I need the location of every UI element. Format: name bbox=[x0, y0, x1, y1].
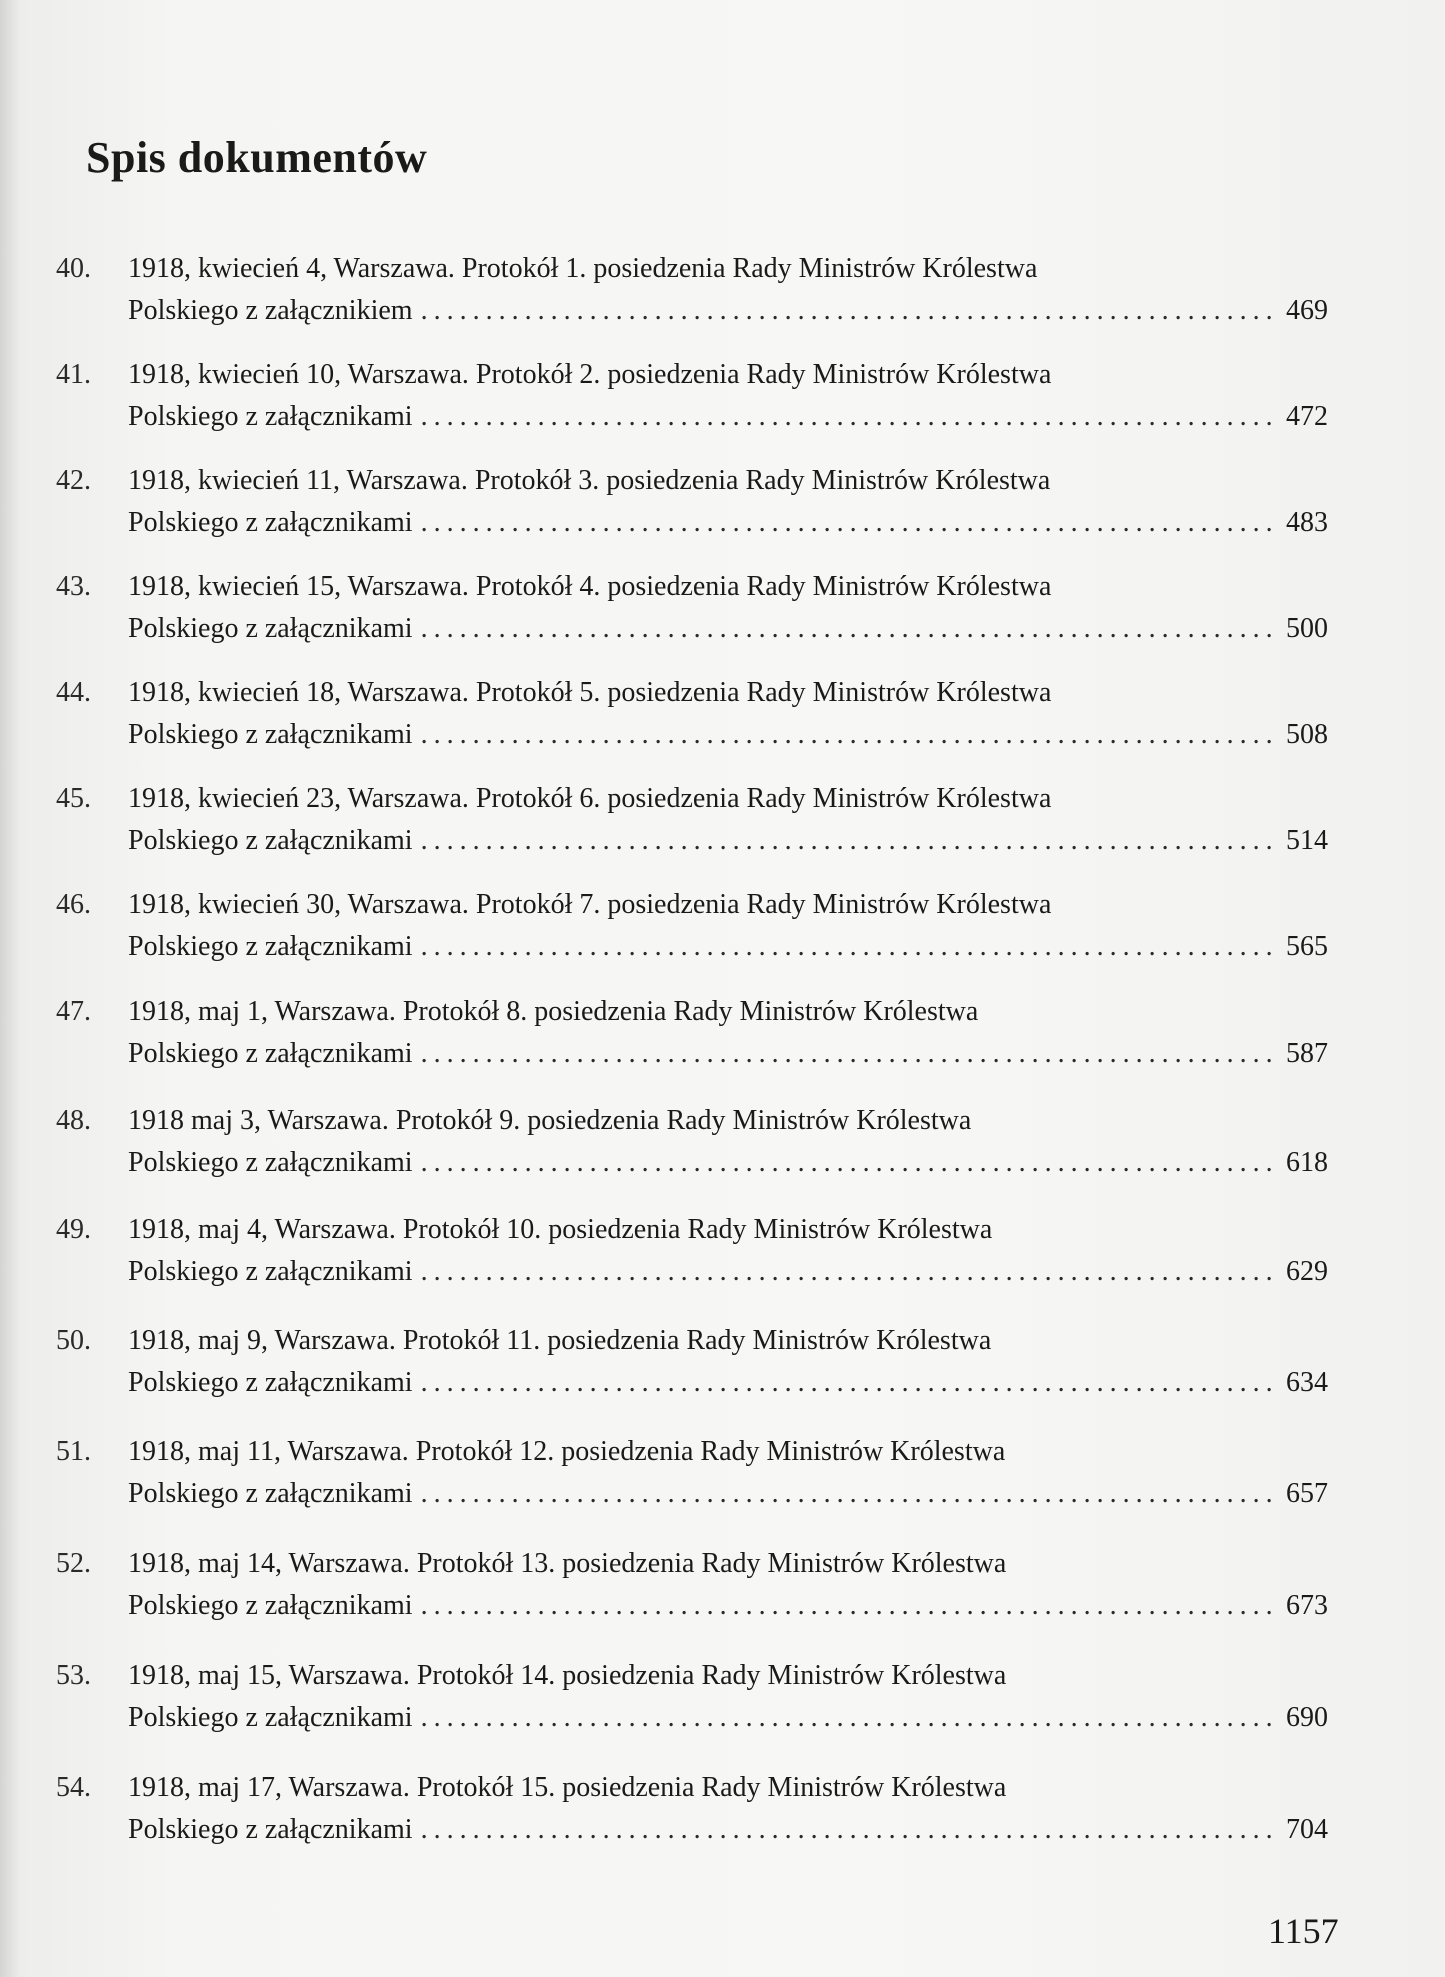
entry-number: 53. bbox=[56, 1660, 91, 1691]
entry-page: 483 bbox=[1286, 507, 1328, 538]
entry-title: 1918 maj 3, Warszawa. Protokół 9. posiedzenia Rady Ministrów Królestwa bbox=[128, 1105, 972, 1136]
entry-page: 704 bbox=[1286, 1814, 1328, 1845]
entry-page: 587 bbox=[1286, 1038, 1328, 1069]
dot-leader bbox=[421, 1033, 1278, 1075]
entry-continuation-row bbox=[128, 396, 1328, 438]
entry-title: 1918, kwiecień 4, Warszawa. Protokół 1. posiedzenia Rady Ministrów Królestwa bbox=[128, 253, 1038, 284]
entry-number: 48. bbox=[56, 1105, 91, 1136]
entry-number: 51. bbox=[56, 1436, 91, 1467]
dot-leader bbox=[421, 1809, 1278, 1851]
entry-page: 508 bbox=[1286, 719, 1328, 750]
entry-page: 618 bbox=[1286, 1147, 1328, 1178]
entry-number: 45. bbox=[56, 783, 91, 814]
dot-leader bbox=[421, 1585, 1278, 1627]
entry-number: 46. bbox=[56, 889, 91, 920]
entry-continuation-row bbox=[128, 1473, 1328, 1515]
entry-number: 52. bbox=[56, 1548, 91, 1579]
entry-continuation: Polskiego z załącznikami bbox=[128, 825, 413, 856]
entry-title: 1918, kwiecień 15, Warszawa. Protokół 4. posiedzenia Rady Ministrów Królestwa bbox=[128, 571, 1052, 602]
toc-entry-47 bbox=[56, 991, 1328, 1081]
entry-page: 514 bbox=[1286, 825, 1328, 856]
entry-page: 469 bbox=[1286, 295, 1328, 326]
entry-title: 1918, maj 4, Warszawa. Protokół 10. posiedzenia Rady Ministrów Królestwa bbox=[128, 1214, 993, 1245]
entry-continuation-row bbox=[128, 290, 1328, 332]
toc-entry-43 bbox=[56, 566, 1328, 656]
entry-continuation-row bbox=[128, 714, 1328, 756]
entry-title: 1918, kwiecień 11, Warszawa. Protokół 3. posiedzenia Rady Ministrów Królestwa bbox=[128, 465, 1051, 496]
toc-entry-54 bbox=[56, 1767, 1328, 1857]
toc-entry-51 bbox=[56, 1431, 1328, 1521]
toc-entry-48 bbox=[56, 1100, 1328, 1190]
dot-leader bbox=[421, 502, 1278, 544]
entry-continuation: Polskiego z załącznikami bbox=[128, 1590, 413, 1621]
entry-title: 1918, maj 17, Warszawa. Protokół 15. posiedzenia Rady Ministrów Królestwa bbox=[128, 1772, 1007, 1803]
entry-page: 472 bbox=[1286, 401, 1328, 432]
entry-continuation: Polskiego z załącznikami bbox=[128, 1147, 413, 1178]
dot-leader bbox=[421, 1362, 1278, 1404]
entry-continuation: Polskiego z załącznikami bbox=[128, 1256, 413, 1287]
entry-continuation: Polskiego z załącznikami bbox=[128, 1367, 413, 1398]
dot-leader bbox=[421, 714, 1278, 756]
dot-leader bbox=[421, 1473, 1278, 1515]
entry-title: 1918, kwiecień 30, Warszawa. Protokół 7. posiedzenia Rady Ministrów Królestwa bbox=[128, 889, 1052, 920]
toc-entry-45 bbox=[56, 778, 1328, 868]
dot-leader bbox=[421, 926, 1278, 968]
entry-continuation-row bbox=[128, 820, 1328, 862]
entry-continuation-row bbox=[128, 926, 1328, 968]
entry-number: 44. bbox=[56, 677, 91, 708]
entry-page: 500 bbox=[1286, 613, 1328, 644]
entry-title: 1918, maj 15, Warszawa. Protokół 14. posiedzenia Rady Ministrów Królestwa bbox=[128, 1660, 1007, 1691]
entry-continuation: Polskiego z załącznikami bbox=[128, 1478, 413, 1509]
toc-entry-50 bbox=[56, 1320, 1328, 1410]
entry-title: 1918, kwiecień 18, Warszawa. Protokół 5. posiedzenia Rady Ministrów Królestwa bbox=[128, 677, 1052, 708]
dot-leader bbox=[421, 608, 1278, 650]
toc-entry-44 bbox=[56, 672, 1328, 762]
entry-continuation-row bbox=[128, 1362, 1328, 1404]
toc-entry-53 bbox=[56, 1655, 1328, 1745]
entry-continuation: Polskiego z załącznikiem bbox=[128, 295, 413, 326]
entry-number: 49. bbox=[56, 1214, 91, 1245]
entry-number: 42. bbox=[56, 465, 91, 496]
page-title: Spis dokumentów bbox=[86, 133, 428, 182]
entry-page: 690 bbox=[1286, 1702, 1328, 1733]
entry-continuation: Polskiego z załącznikami bbox=[128, 401, 413, 432]
entry-continuation-row bbox=[128, 502, 1328, 544]
entry-title: 1918, kwiecień 23, Warszawa. Protokół 6. posiedzenia Rady Ministrów Królestwa bbox=[128, 783, 1052, 814]
entry-continuation: Polskiego z załącznikami bbox=[128, 1038, 413, 1069]
page-number: 1157 bbox=[1268, 1911, 1339, 1951]
toc-entry-42 bbox=[56, 460, 1328, 550]
entry-page: 565 bbox=[1286, 931, 1328, 962]
entry-number: 50. bbox=[56, 1325, 91, 1356]
entry-continuation: Polskiego z załącznikami bbox=[128, 613, 413, 644]
entry-page: 634 bbox=[1286, 1367, 1328, 1398]
entry-title: 1918, kwiecień 10, Warszawa. Protokół 2. posiedzenia Rady Ministrów Królestwa bbox=[128, 359, 1052, 390]
entry-continuation: Polskiego z załącznikami bbox=[128, 1814, 413, 1845]
dot-leader bbox=[421, 396, 1278, 438]
dot-leader bbox=[421, 1697, 1278, 1739]
entry-number: 47. bbox=[56, 996, 91, 1027]
toc-entry-52 bbox=[56, 1543, 1328, 1633]
entry-title: 1918, maj 9, Warszawa. Protokół 11. posiedzenia Rady Ministrów Królestwa bbox=[128, 1325, 992, 1356]
entry-continuation-row bbox=[128, 1585, 1328, 1627]
entry-page: 673 bbox=[1286, 1590, 1328, 1621]
entry-continuation-row bbox=[128, 1809, 1328, 1851]
toc-entry-41 bbox=[56, 354, 1328, 444]
entry-continuation-row bbox=[128, 1033, 1328, 1075]
binding-shadow bbox=[0, 0, 20, 1977]
entry-title: 1918, maj 1, Warszawa. Protokół 8. posiedzenia Rady Ministrów Królestwa bbox=[128, 996, 979, 1027]
entry-continuation-row bbox=[128, 1142, 1328, 1184]
entry-continuation: Polskiego z załącznikami bbox=[128, 931, 413, 962]
entry-continuation-row bbox=[128, 608, 1328, 650]
entry-number: 54. bbox=[56, 1772, 91, 1803]
entry-continuation: Polskiego z załącznikami bbox=[128, 1702, 413, 1733]
entry-continuation: Polskiego z załącznikami bbox=[128, 719, 413, 750]
entry-continuation: Polskiego z załącznikami bbox=[128, 507, 413, 538]
entry-number: 43. bbox=[56, 571, 91, 602]
dot-leader bbox=[421, 290, 1278, 332]
entry-title: 1918, maj 11, Warszawa. Protokół 12. posiedzenia Rady Ministrów Królestwa bbox=[128, 1436, 1006, 1467]
toc-entry-49 bbox=[56, 1209, 1328, 1299]
entry-page: 657 bbox=[1286, 1478, 1328, 1509]
entry-title: 1918, maj 14, Warszawa. Protokół 13. posiedzenia Rady Ministrów Królestwa bbox=[128, 1548, 1007, 1579]
dot-leader bbox=[421, 1251, 1278, 1293]
dot-leader bbox=[421, 1142, 1278, 1184]
toc-entry-46 bbox=[56, 884, 1328, 974]
entry-continuation-row bbox=[128, 1251, 1328, 1293]
entry-number: 41. bbox=[56, 359, 91, 390]
entry-page: 629 bbox=[1286, 1256, 1328, 1287]
entry-number: 40. bbox=[56, 253, 91, 284]
dot-leader bbox=[421, 820, 1278, 862]
entry-continuation-row bbox=[128, 1697, 1328, 1739]
toc-entry-40 bbox=[56, 248, 1328, 338]
